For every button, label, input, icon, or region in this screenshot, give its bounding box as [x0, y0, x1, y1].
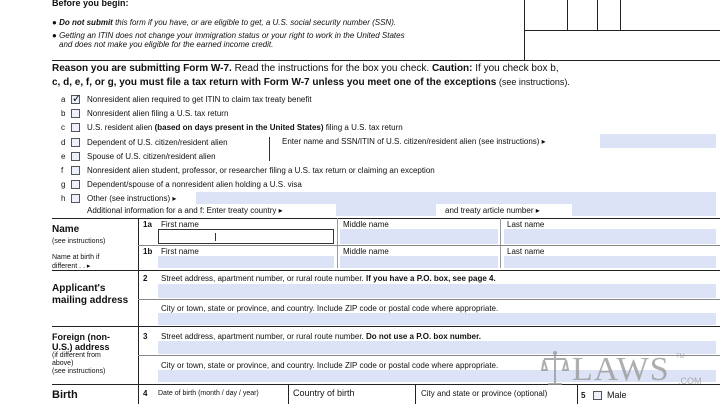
option-letter: f: [61, 166, 64, 175]
last-name-input-1a[interactable]: [504, 229, 716, 244]
row-divider: [138, 299, 720, 300]
option-text: Nonresident alien student, professor, or researcher filing a U.S. tax return or claiming an exception: [87, 166, 435, 175]
reason-heading-2: [52, 76, 570, 89]
option-c-post: filing a U.S. tax return: [323, 123, 403, 132]
section-divider: [52, 218, 720, 219]
option-letter: b: [61, 109, 66, 118]
middle-name-label: Middle name: [343, 247, 389, 256]
option-text: Nonresident alien required to get ITIN to claim tax treaty benefit: [87, 95, 312, 104]
option-text: [87, 123, 403, 132]
additional-info-label: Additional information for a and f: Enter treaty country ▸: [87, 206, 283, 215]
name-sub: (see instructions): [52, 238, 106, 245]
col-rule: [337, 218, 338, 268]
first-name-label: First name: [161, 220, 199, 229]
country-of-birth-label: Country of birth: [293, 388, 355, 398]
option-letter: a: [61, 95, 66, 104]
de-note: Enter name and SSN/ITIN of U.S. citizen/resident alien (see instructions) ▸: [282, 137, 546, 146]
treaty-country-field[interactable]: [336, 204, 436, 216]
option-text: Spouse of U.S. citizen/resident alien: [87, 152, 216, 161]
scales-of-justice-icon: [540, 350, 570, 388]
option-text: Nonresident alien filing a U.S. tax return: [87, 109, 229, 118]
watermark-suffix: .COM: [678, 376, 702, 386]
foreign-sub-2: above): [52, 360, 74, 367]
treaty-article-label: and treaty article number ▸: [445, 206, 540, 215]
line-2-number: 2: [143, 274, 148, 283]
street-label-text: Street address, apartment number, or rural route number.: [161, 332, 364, 341]
first-name-label: First name: [161, 247, 199, 256]
reason-instruction: Read the instructions for the box you check.: [231, 63, 432, 74]
last-name-label: Last name: [507, 247, 545, 256]
foreign-sub-3: (see instructions): [52, 368, 106, 375]
bullet-2-line-2: and does not make you eligible for the earned income credit.: [59, 40, 274, 49]
line-3-number: 3: [143, 332, 148, 341]
name-birth-label-1: Name at birth if: [52, 254, 100, 261]
laws-watermark: [540, 350, 720, 390]
option-text: Dependent of U.S. citizen/resident alien: [87, 138, 228, 147]
last-name-label: Last name: [507, 220, 545, 229]
foreign-label-2: U.S.) address: [52, 342, 110, 352]
checkbox-c[interactable]: [71, 123, 80, 132]
street-label-3: [161, 332, 481, 341]
city-label-3: City or town, state or province, and country. Include ZIP code or postal code where appropriate.: [161, 361, 499, 370]
line-5-number: 5: [581, 391, 586, 400]
brace: [265, 137, 270, 161]
line-4-number: 4: [143, 389, 148, 398]
checkbox-e[interactable]: [71, 152, 80, 161]
first-name-input-1b[interactable]: [158, 256, 334, 268]
row-divider: [138, 245, 720, 246]
middle-name-input-1a[interactable]: [340, 229, 498, 244]
birth-label: Birth: [52, 389, 78, 401]
name-birth-label-2: different . . ▸: [52, 263, 91, 270]
option-c-pre: U.S. resident alien: [87, 123, 155, 132]
checkbox-a[interactable]: [71, 95, 80, 104]
birth-city-label: City and state or province (optional): [421, 389, 548, 398]
bullet-1-text: this form if you have, or are eligible to get, a U.S. social security number (SSN).: [115, 18, 397, 27]
option-c-bold: (based on days present in the United States): [154, 123, 324, 132]
before-bullet-1: ● Do not submit this form if you have, or are eligible to get, a U.S. social security number (SSN).: [52, 18, 397, 27]
male-label: Male: [607, 390, 627, 400]
before-bullet-2: ● Getting an ITIN does not change your immigration status or your right to work in the United States: [52, 31, 405, 40]
text-cursor: [215, 233, 216, 241]
do-not-submit: Do not submit: [59, 18, 113, 27]
option-letter: h: [61, 194, 66, 203]
first-name-input-1a[interactable]: [158, 229, 334, 244]
checkbox-b[interactable]: [71, 109, 80, 118]
option-text: Dependent/spouse of a nonresident alien holding a U.S. visa: [87, 180, 302, 189]
reason-title: Reason you are submitting Form W-7.: [52, 63, 232, 74]
checkbox-f[interactable]: [71, 166, 80, 175]
col-rule: [288, 385, 289, 404]
foreign-sub-1: (if different from: [52, 352, 101, 359]
city-label-2: City or town, state or province, and country. Include ZIP code or postal code where appropriate.: [161, 304, 499, 313]
male-checkbox[interactable]: [593, 391, 602, 400]
bullet-2-line-1: Getting an ITIN does not change your immigration status or your right to work in the United States: [59, 31, 405, 40]
checkmark-icon: ✓: [72, 93, 82, 105]
po-box-note: If you have a P.O. box, see page 4.: [363, 274, 496, 283]
mailing-street-input[interactable]: [158, 284, 716, 298]
street-label-text: Street address, apartment number, or rural route number.: [161, 274, 364, 283]
caution-text: If you check box b,: [472, 63, 559, 74]
line-1b-number: 1b: [143, 247, 153, 256]
street-label-2: [161, 274, 496, 283]
line-1a-number: 1a: [143, 220, 152, 229]
applicant-label-1: Applicant's: [52, 283, 106, 294]
option-letter: d: [61, 138, 66, 147]
checkbox-g[interactable]: [71, 180, 80, 189]
foreign-label-1: Foreign (non-: [52, 332, 110, 342]
de-ssn-field[interactable]: [600, 134, 716, 148]
no-po-box-note: Do not use a P.O. box number.: [363, 332, 481, 341]
reason-rule: c, d, e, f, or g, you must file a tax return with Form W-7 unless you meet one of the exceptions: [52, 77, 497, 88]
last-name-input-1b[interactable]: [504, 256, 716, 268]
watermark-brand: LAWS: [572, 351, 670, 388]
middle-name-input-1b[interactable]: [340, 256, 498, 268]
applicant-label-2: mailing address: [52, 295, 129, 306]
option-letter: c: [61, 123, 65, 132]
option-text: Other (see instructions) ▸: [87, 194, 177, 203]
section-divider: [52, 326, 720, 327]
mailing-city-input[interactable]: [158, 313, 716, 325]
before-title: Before you begin:: [52, 0, 129, 8]
col-rule: [415, 385, 416, 404]
option-letter: g: [61, 180, 66, 189]
other-field[interactable]: [196, 192, 716, 204]
option-letter: e: [61, 152, 66, 161]
checkbox-h[interactable]: [71, 194, 80, 203]
reason-heading: [52, 63, 559, 75]
caution-label: Caution:: [431, 63, 473, 74]
treaty-article-field[interactable]: [572, 204, 716, 216]
section-divider: [52, 270, 720, 271]
dob-label: Date of birth (month / day / year): [158, 390, 259, 397]
middle-name-label: Middle name: [343, 220, 389, 229]
section-divider: [52, 60, 720, 61]
col-rule: [500, 218, 501, 268]
checkbox-d[interactable]: [71, 138, 80, 147]
name-label: Name: [52, 224, 80, 235]
reason-see-instructions: (see instructions).: [496, 77, 570, 87]
watermark-tm: TM: [676, 354, 685, 360]
office-use-box: [524, 0, 720, 61]
